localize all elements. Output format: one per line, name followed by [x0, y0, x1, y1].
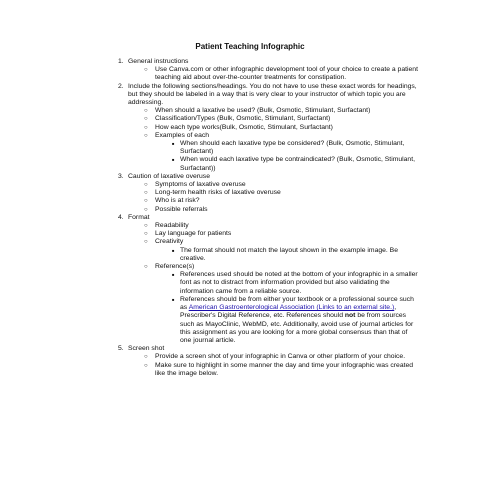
section-general-instructions — [118, 58, 418, 66]
section-heading: Format — [128, 213, 150, 221]
list-item: ○ Readability — [118, 222, 418, 230]
section-heading: Caution of laxative overuse — [128, 172, 210, 180]
section-heading: Include the following sections/headings. You do not have to use these exact words for headings, but they should be labeled in a way that is very clear to your instructor of which topic you are addressing. — [128, 82, 417, 107]
list-item: ■ When should each laxative type be considered? (Bulk, Osmotic, Stimulant, Surfactant) — [118, 140, 418, 156]
list-item: ○ How each type works(Bulk, Osmotic, Stimulant, Surfactant) — [118, 124, 418, 132]
list-item: ○ Classification/Types (Bulk, Osmotic, Stimulant, Surfactant) — [118, 115, 418, 123]
section-number: 2. — [118, 82, 124, 90]
text: , Prescriber's Digital Reference, etc. References should — [180, 304, 397, 320]
aga-link[interactable]: American Gastroenterological Association (Links to an external site.) — [188, 304, 395, 312]
section-caution — [118, 173, 418, 181]
section-number: 5. — [118, 345, 124, 353]
list-item: ○ Possible referrals — [118, 206, 418, 214]
section-heading: Screen shot — [128, 345, 165, 353]
section-number: 3. — [118, 172, 124, 180]
list-item: ○ Use Canva.com or other infographic development tool of your choice to create a patient teaching aid about over-the-counter treatments for constipation. — [118, 66, 418, 82]
list-item: ○ Creativity — [118, 238, 418, 246]
section-number: 1. — [118, 58, 124, 65]
list-item: ○ Make sure to highlight in some manner the day and time your infographic was created like the image below. — [118, 362, 418, 378]
list-item: ■ When would each laxative type be contraindicated? (Bulk, Osmotic, Stimulant, Surfactant)) — [118, 156, 418, 172]
section-number: 4. — [118, 213, 124, 221]
list-item: ○ Who is at risk? — [118, 197, 418, 205]
list-item: ○ Reference(s) — [118, 263, 418, 271]
list-item: ○ Lay language for patients — [118, 230, 418, 238]
list-item: ■ References used should be noted at the bottom of your infographic in a smaller font as not to distract from information provided but also validating the information came from a reliable source. — [118, 271, 418, 296]
list-item: ■ The format should not match the layout shown in the example image. Be creative. — [118, 247, 418, 263]
list-item: ○ Examples of each — [118, 132, 418, 140]
page-title: Patient Teaching Infographic — [195, 42, 305, 51]
emphasis-not: not — [344, 312, 356, 320]
section-headings — [118, 83, 418, 108]
list-item-references — [118, 296, 418, 345]
section-format — [118, 214, 418, 222]
section-screen-shot — [118, 345, 418, 353]
list-item: ○ When should a laxative be used? (Bulk, Osmotic, Stimulant, Surfactant) — [118, 107, 418, 115]
list-item: ○ Provide a screen shot of your infographic in Canva or other platform of your choice. — [118, 353, 418, 361]
text: be from sources such as MayoClinic, WebMD, etc. Additionally, avoid use of journal articles for this assignment as you are looking for a more global consensus than that of one journal article. — [180, 312, 414, 344]
section-heading: General instructions — [128, 58, 189, 65]
instructions-list — [118, 58, 418, 378]
list-item: ○ Long-term health risks of laxative overuse — [118, 189, 418, 197]
text: References should be from either your textbook or a professional source such as — [180, 295, 414, 312]
list-item: ○ Symptoms of laxative overuse — [118, 181, 418, 189]
